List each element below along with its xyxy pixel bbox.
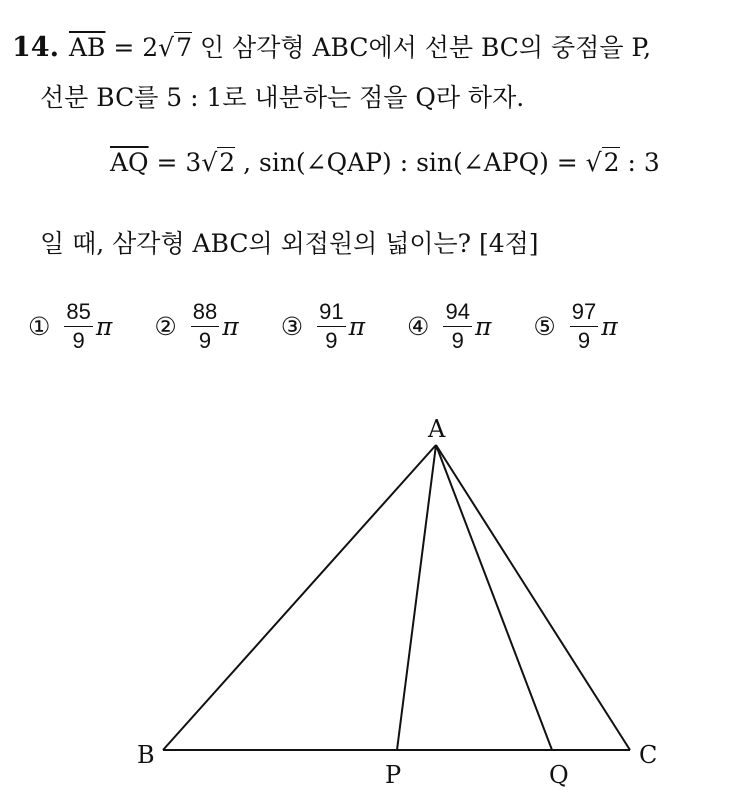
sqrt-sign: √ [158,33,175,62]
numerator: 88 [191,300,219,327]
choice-mark: ⑤ [533,312,556,342]
aq-equals: = 3 [148,148,202,177]
label-a: A [428,415,446,443]
problem-line1-rest: 인 삼각형 ABC에서 선분 BC의 중점을 P, [192,33,652,62]
ratio-radicand: 2 [603,148,620,177]
pi-symbol: π [601,312,618,342]
side-ac [436,445,630,750]
aq-radicand: 2 [219,148,236,177]
problem-number: 14. [12,32,59,63]
ab-radicand: 7 [176,33,193,62]
label-p: P [385,761,402,789]
segment-aq-line [436,445,552,750]
segment-aq: $\overline{AQ}$ [110,148,149,177]
denominator: 9 [72,328,85,354]
numerator: 85 [64,300,92,327]
label-q: Q [549,761,569,789]
choice-mark: ③ [280,312,304,342]
denominator: 9 [451,328,464,354]
denominator: 9 [325,328,338,354]
choice-mark: ② [154,312,177,342]
segment-ab: $\overline{AB}$ [68,33,106,62]
side-ab [163,445,436,750]
choice-mark: ④ [407,312,430,342]
pi-symbol: π [222,312,239,342]
denominator: 9 [198,328,212,354]
question-condition: 일 때, 삼각형 ABC의 외접원의 넓이는? [4점] [40,229,539,258]
label-c: C [639,741,658,769]
pi-symbol: π [348,312,366,342]
numerator: 91 [317,300,345,327]
denominator: 9 [577,328,591,354]
sqrt-sign: √ [201,148,218,177]
segment-ap [397,445,436,750]
pi-symbol: π [474,312,492,342]
numerator: 97 [570,300,598,327]
ratio-tail: : 3 [619,148,660,177]
sine-ratio: , sin(∠QAP) : sin(∠APQ) = [235,148,586,177]
problem-line2: 선분 BC를 5 : 1로 내분하는 점을 Q라 하자. [40,83,525,112]
sqrt-sign: √ [585,148,602,177]
choice-mark: ① [28,312,51,342]
numerator: 94 [443,300,471,327]
ab-equals: = 2 [105,33,159,62]
label-b: B [137,741,155,769]
pi-symbol: π [95,312,113,342]
